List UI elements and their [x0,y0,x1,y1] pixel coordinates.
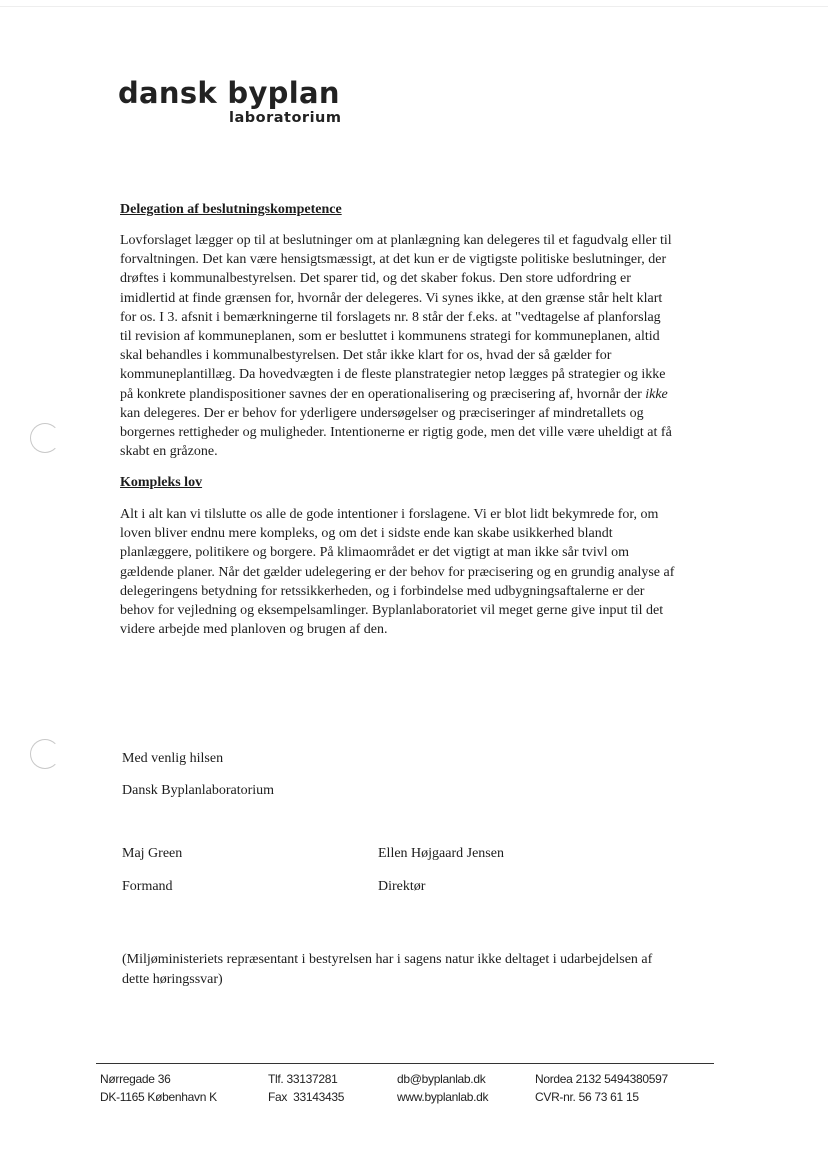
paragraph-delegation [120,231,700,461]
signatory-name: Ellen Højgaard Jensen [378,846,504,861]
footer-web [397,1070,488,1106]
footer-divider [96,1063,714,1064]
paragraph-line: skal behandles i kommunalbestyrelsen. Det står ikke klart for os, hvad der så gælder for [120,348,612,364]
paragraph-line: for os. I 3. afsnit i bemærkningerne til forslagets nr. 8 står der f.eks. at "vedtagelse af planforslag [120,309,661,325]
ministry-note [122,950,682,990]
organization-name: Dansk Byplanlaboratorium [122,783,275,798]
punch-hole-mark [30,739,60,769]
logo-sub-text: laboratorium [229,110,342,126]
paragraph-line: drøftes i kommunalbestyrelsen. Det sparer tid, og det skaber fokus. Den store udfordring er [120,271,631,287]
footer-bank [535,1070,668,1106]
paragraph-kompleks-lov [120,505,700,639]
paragraph-line: imidlertid at finde grænsen for, hvornår der delegeres. Vi synes ikke, at den grænse står helt klart [120,290,663,306]
signatory-title: Formand [122,879,173,894]
section-heading-delegation: Delegation af beslutningskompetence [120,202,342,217]
note-line: dette høringssvar) [122,972,223,987]
logo-main-text: dansk byplan [118,76,340,110]
scan-edge-line [0,6,828,7]
footer-phone [268,1070,344,1106]
logo [118,77,348,127]
paragraph-line: behov for vejledning og eksempelsamlinger. Byplanlaboratoriet vil meget gerne give input til det [120,602,664,618]
section-heading-kompleks-lov: Kompleks lov [120,475,203,490]
paragraph-line: kommuneplantillæg. Da hovedvægten i de fleste planstrategier netop lægges på strategier og ikke [120,367,666,383]
footer-line: Nordea 2132 5494380597 [535,1072,668,1086]
paragraph-line: gældende planer. Når det gælder udelegering er der behov for præcisering og en grundig analyse af [120,564,675,580]
footer-line: Nørregade 36 [100,1072,171,1086]
footer-line: CVR-nr. 56 73 61 15 [535,1090,639,1104]
footer-address [100,1070,217,1106]
footer-line: Tlf. 33137281 [268,1072,338,1086]
note-line: (Miljøministeriets repræsentant i bestyrelsen har i sagens natur ikke deltaget i udarbejdelsen af [122,952,653,967]
paragraph-line: på konkrete plandispositioner savnes der en operationalisering og præcisering af, hvornår der ikke [120,386,668,402]
paragraph-line: borgernes rettigheder og muligheder. Intentionerne er rigtig gode, men det ville være uheldigt at få [120,424,672,440]
footer-email: db@byplanlab.dk [397,1072,486,1086]
paragraph-line: planlæggere, politikere og borgere. På klimaområdet er det vigtigt at man ikke sår tvivl om [120,545,630,561]
paragraph-line: skabt en gråzone. [120,444,218,460]
punch-hole-mark [30,423,60,453]
footer-line: Fax 33143435 [268,1090,345,1104]
signatory-title: Direktør [378,879,426,894]
paragraph-line: kan delegeres. Der er behov for yderligere undersøgelser og præciseringer af mindretallets og [120,405,644,421]
paragraph-line: delegeringens betydning for retssikkerheden, og i forbindelse med udbygningsaftalerne er der [120,583,645,599]
paragraph-line: forvaltningen. Det kan være hensigtsmæssigt, at det kun er de vigtigste politiske beslutninger, der [120,252,667,268]
signatory-name: Maj Green [122,846,183,861]
paragraph-line: Alt i alt kan vi tilslutte os alle de gode intentioner i forslagene. Vi er blot lidt bekymrede for, om [120,507,659,522]
paragraph-line: loven bliver endnu mere kompleks, og om det i sidste ende kan skabe usikkerhed blandt [120,526,613,542]
closing-greeting: Med venlig hilsen [122,751,224,766]
paragraph-line: videre arbejde med planloven og brugen af den. [120,622,388,638]
footer-website: www.byplanlab.dk [397,1090,489,1104]
paragraph-line: Lovforslaget lægger op til at beslutninger om at planlægning kan delegeres til et fagudvalg eller til [120,233,672,248]
footer-line: DK-1165 København K [100,1090,217,1104]
paragraph-line: til revision af kommuneplanen, som er besluttet i kommunens strategi for kommuneplanen, altid [120,328,660,344]
